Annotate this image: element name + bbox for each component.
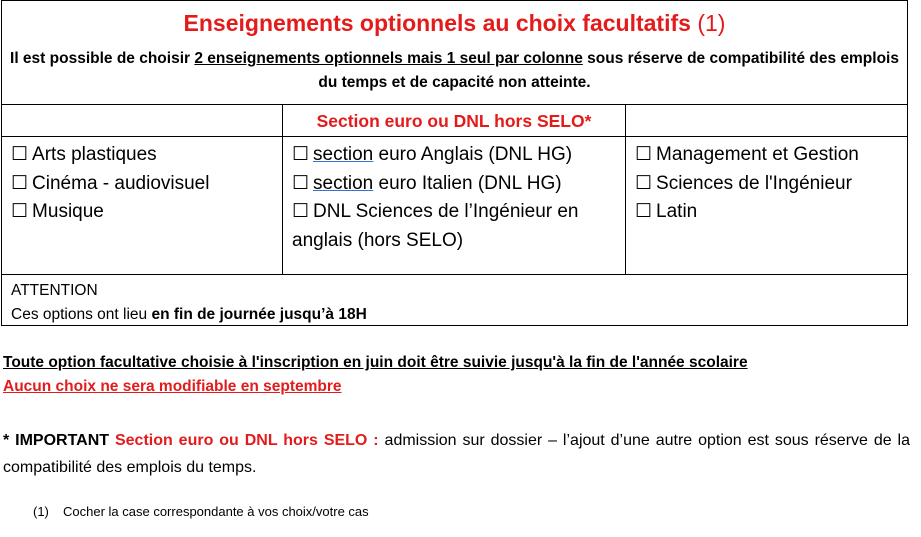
intro-text bbox=[2, 47, 907, 95]
option-arts-plastiques[interactable] bbox=[11, 141, 282, 170]
title-footnote-ref: (1) bbox=[697, 10, 726, 36]
option-latin[interactable] bbox=[635, 198, 907, 227]
checkbox-icon[interactable]: ☐ bbox=[292, 172, 310, 194]
option-label: euro Anglais (DNL HG) bbox=[373, 144, 573, 165]
option-section-euro-italien[interactable] bbox=[292, 170, 625, 199]
options-row bbox=[2, 137, 907, 275]
section-euro-header: Section euro ou DNL hors SELO* bbox=[283, 105, 626, 136]
option-section-euro-anglais[interactable] bbox=[292, 141, 625, 170]
intro-underlined: 2 enseignements optionnels mais 1 seul par colonne bbox=[194, 50, 583, 67]
attention-text-pre: Ces options ont lieu bbox=[11, 306, 152, 323]
header-cell-1 bbox=[2, 105, 283, 136]
warning-line-2: Aucun choix ne sera modifiable en septembre bbox=[3, 378, 342, 395]
checkbox-icon[interactable]: ☐ bbox=[11, 144, 29, 165]
important-note bbox=[3, 427, 910, 481]
options-column-2 bbox=[283, 137, 626, 274]
checkbox-icon[interactable]: ☐ bbox=[11, 201, 29, 222]
important-text: admission sur dossier – l’ajout d’une autre option est sous réserve de la compatibilité des emplois du temps. bbox=[3, 432, 910, 476]
title-text: Enseignements optionnels au choix facultatifs bbox=[183, 10, 691, 36]
options-column-3 bbox=[626, 137, 907, 274]
attention-text bbox=[11, 303, 898, 327]
page-title bbox=[2, 1, 907, 37]
intro-pre: Il est possible de choisir bbox=[10, 50, 195, 67]
checkbox-icon[interactable]: ☐ bbox=[635, 144, 653, 165]
footnote-text: Cocher la case correspondante à vos choix/votre cas bbox=[63, 504, 369, 519]
options-table bbox=[1, 0, 908, 326]
attention-note bbox=[2, 275, 907, 325]
footnote bbox=[33, 503, 369, 521]
option-label: DNL Sciences de l’Ingénieur en anglais (hors SELO) bbox=[292, 201, 579, 251]
intro-post: sous réserve de compatibilité des emplois du temps et de capacité non atteinte. bbox=[318, 50, 899, 91]
header-cell-3 bbox=[626, 105, 907, 136]
option-label: Management et Gestion bbox=[656, 144, 859, 165]
options-column-1 bbox=[2, 137, 283, 274]
checkbox-icon[interactable]: ☐ bbox=[11, 172, 29, 194]
option-label: Cinéma - audiovisuel bbox=[32, 172, 210, 194]
checkbox-icon[interactable]: ☐ bbox=[635, 172, 653, 194]
option-sciences-ingenieur[interactable] bbox=[635, 170, 907, 199]
option-dnl-sciences-ingenieur[interactable] bbox=[292, 198, 625, 255]
option-label: Sciences de l'Ingénieur bbox=[656, 172, 852, 194]
checkbox-icon[interactable]: ☐ bbox=[635, 201, 653, 222]
important-red-text: Section euro ou DNL hors SELO : bbox=[114, 432, 379, 449]
option-management-gestion[interactable] bbox=[635, 141, 907, 170]
option-label-word: section bbox=[313, 144, 374, 165]
attention-text-bold: en fin de journée jusqu’à 18H bbox=[151, 306, 367, 323]
warning-line-1: Toute option facultative choisie à l'inscription en juin doit être suivie jusqu'à la fin de l'année scolaire bbox=[3, 354, 748, 371]
option-musique[interactable] bbox=[11, 198, 282, 227]
option-label: Latin bbox=[656, 201, 698, 222]
checkbox-icon[interactable]: ☐ bbox=[292, 144, 310, 165]
option-label: euro Italien (DNL HG) bbox=[373, 172, 562, 194]
footnote-number: (1) bbox=[33, 504, 49, 519]
checkbox-icon[interactable]: ☐ bbox=[292, 201, 310, 222]
attention-label: ATTENTION bbox=[11, 282, 98, 299]
option-label-word: section bbox=[313, 172, 374, 194]
table-header bbox=[2, 1, 907, 105]
option-label: Arts plastiques bbox=[32, 144, 157, 165]
important-label: * IMPORTANT bbox=[3, 432, 115, 449]
option-cinema-audiovisuel[interactable] bbox=[11, 170, 282, 199]
option-label: Musique bbox=[32, 201, 104, 222]
section-header-row bbox=[2, 105, 907, 137]
